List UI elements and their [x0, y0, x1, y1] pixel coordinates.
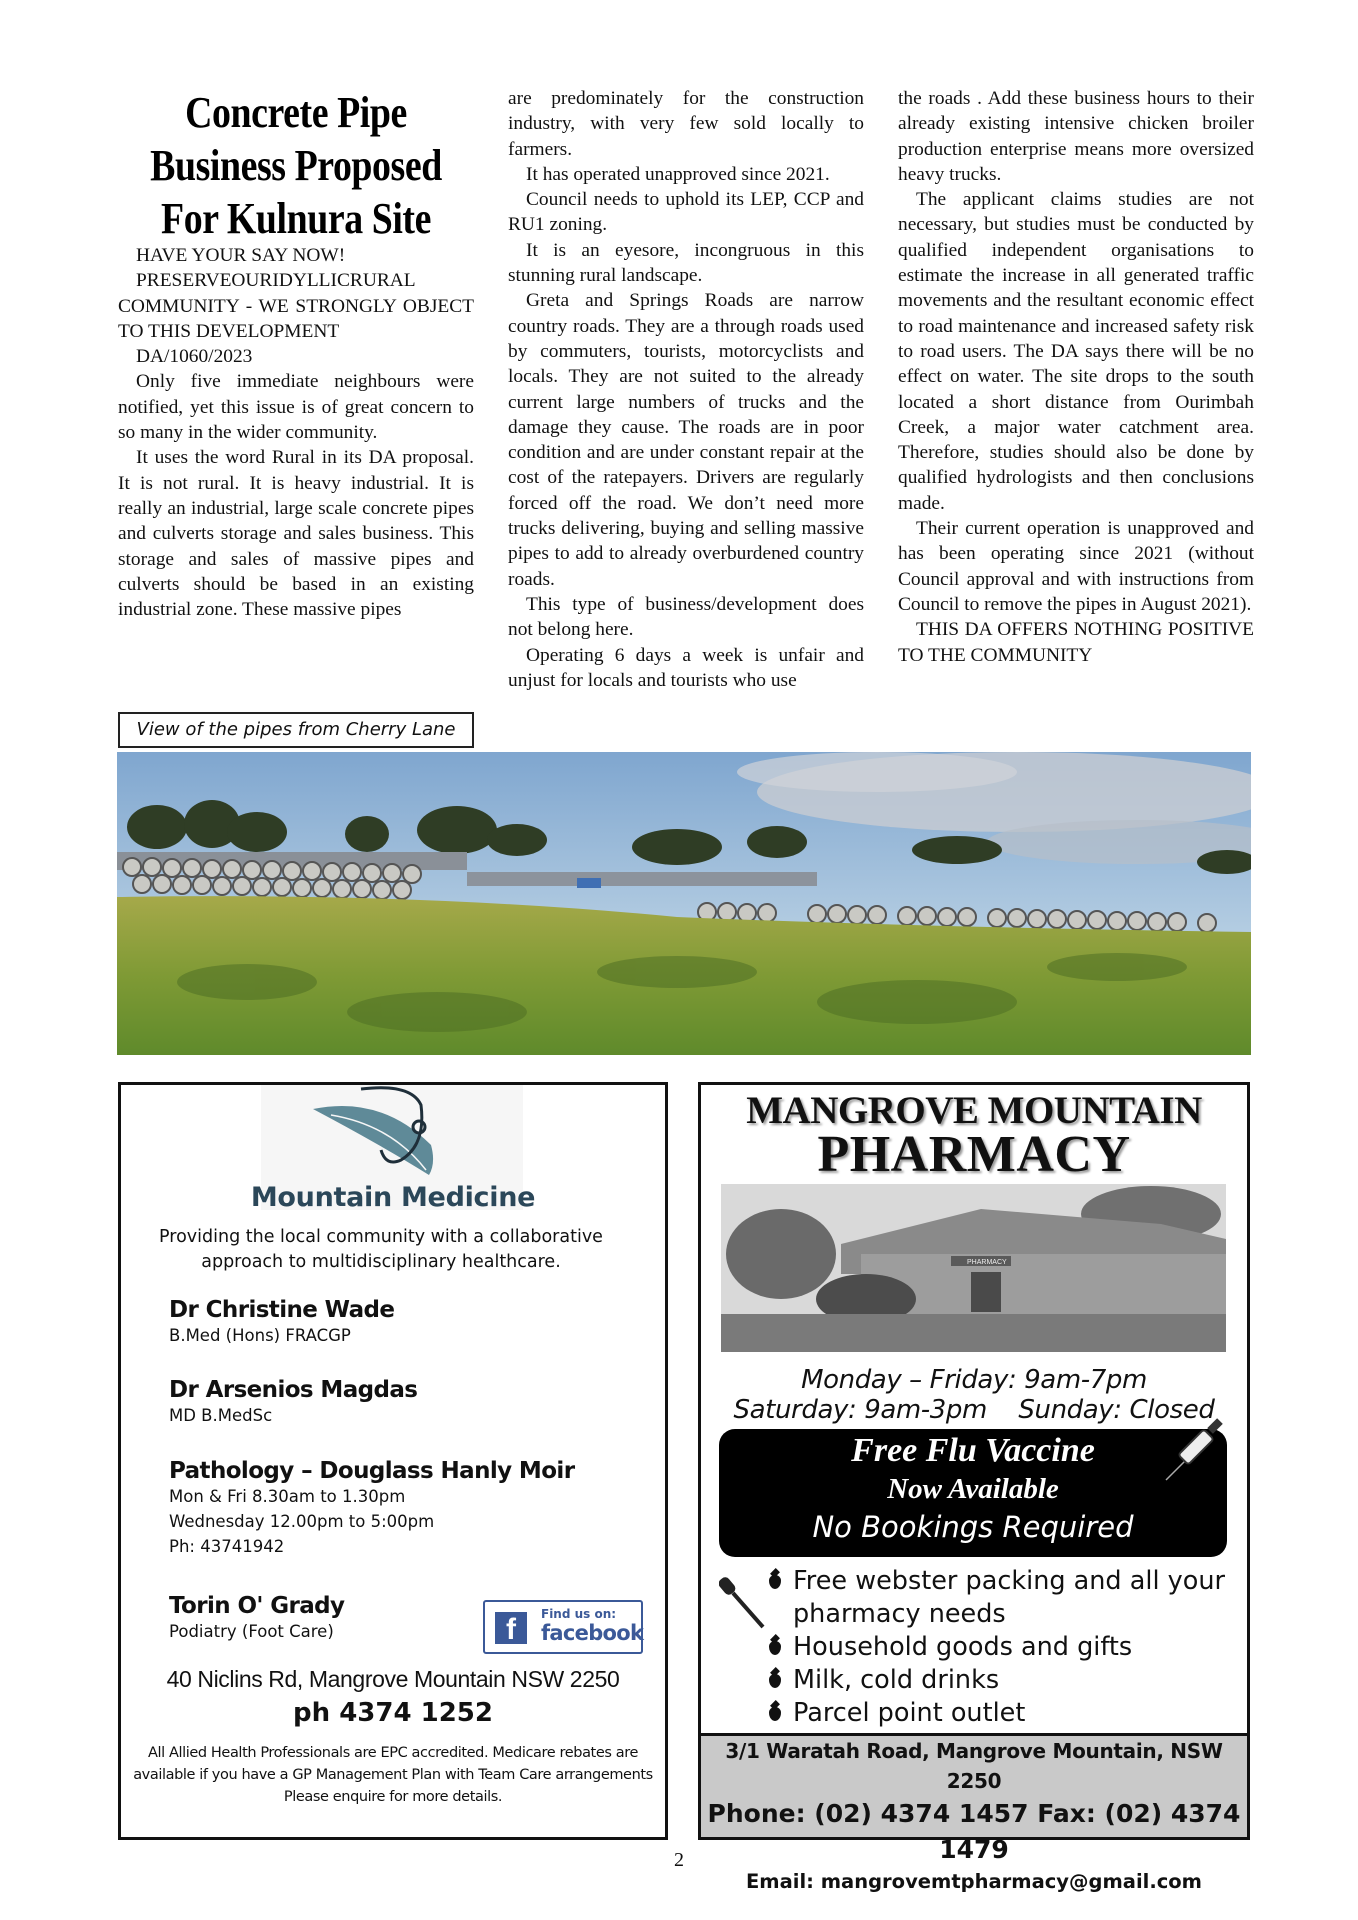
service-text: Free webster packing and all your: [793, 1566, 1225, 1596]
fine-print-line: All Allied Health Professionals are EPC accredited. Medicare rebates are: [148, 1745, 638, 1761]
fine-print-line: Please enquire for more details.: [283, 1789, 503, 1805]
syringe-icon: [1161, 1415, 1231, 1485]
pathology-hours-2: Wednesday 12.00pm to 5:00pm: [169, 1512, 435, 1531]
pipes-landscape-image: [117, 752, 1251, 1055]
brand-name: Mountain Medicine: [250, 1182, 536, 1213]
photo-caption: View of the pipes from Cherry Lane: [118, 712, 474, 748]
dropper-icon: [719, 1573, 769, 1633]
paragraph: It has operated unapproved since 2021.: [526, 163, 830, 185]
service-item-continued: [769, 1598, 1225, 1631]
service-text: Milk, cold drinks: [793, 1665, 1000, 1695]
pharmacy-ad: [698, 1082, 1250, 1893]
paragraph: Greta and Springs Roads are narrow country roads. They are a through roads used by commuters, tourists, motorcyclists and locals. They are not suited to the already current large numbers of trucks and the damage they cause. The roads are in poor condition and are under constant repair at the cost of the ratepayers. Drivers are regularly forced off the road. We don’t need more trucks delivering, buying and selling massive pipes to add to already overburdened country roads.: [508, 290, 864, 590]
facebook-wordmark: facebook: [541, 1621, 644, 1645]
vaccine-title: Free Flu Vaccine: [851, 1432, 1095, 1469]
drop-bullet-icon: [769, 1641, 781, 1655]
practitioner-qualifications: MD B.MedSc: [169, 1406, 273, 1425]
service-item: [769, 1565, 1225, 1598]
headline-line: Business Proposed: [150, 141, 442, 190]
practitioner-entry: [169, 1593, 344, 1644]
headline-line: Concrete Pipe: [185, 88, 407, 137]
facebook-find-us: Find us on:: [541, 1607, 617, 1621]
tagline: Providing the local community with a collaborative approach to multidisciplinary healthcare.: [159, 1227, 603, 1272]
pharmacy-title-line1: MANGROVE MOUNTAIN: [746, 1089, 1202, 1132]
drop-bullet-icon: [769, 1707, 781, 1721]
practitioner-specialty: Podiatry (Foot Care): [169, 1622, 334, 1641]
storefront-image: [721, 1184, 1226, 1352]
service-item: [769, 1631, 1225, 1664]
drop-bullet-icon: [769, 1575, 781, 1589]
paragraph: HAVE YOUR SAY NOW!: [136, 245, 346, 266]
clinic-phone: ph 4374 1252: [293, 1698, 493, 1728]
service-text: Household goods and gifts: [793, 1632, 1133, 1662]
paragraph: This type of business/development does not belong here.: [508, 593, 864, 641]
practitioner-entry: [169, 1377, 417, 1428]
headline-line: For Kulnura Site: [161, 194, 431, 243]
pharmacy-email: Email: mangrovemtpharmacy@gmail.com: [745, 1870, 1202, 1893]
paragraph: DA/1060/2023: [136, 346, 253, 368]
service-item: [769, 1697, 1225, 1730]
article-column-2: [508, 86, 864, 693]
practitioner-qualifications: B.Med (Hons) FRACGP: [169, 1326, 351, 1345]
service-text: pharmacy needs: [793, 1599, 1006, 1629]
storefront-photo: [721, 1184, 1226, 1352]
paragraph: Operating 6 days a week is unfair and unjust for locals and tourists who use: [508, 644, 864, 691]
paragraph: THIS DA OFFERS NOTHING POSITIVE TO THE COMMUNITY: [898, 619, 1254, 666]
paragraph: Council needs to uphold its LEP, CCP and RU1 zoning.: [508, 189, 864, 236]
pharmacy-title-line2: PHARMACY: [817, 1126, 1131, 1183]
pharmacy-address: 3/1 Waratah Road, Mangrove Mountain, NSW 2250: [725, 1739, 1223, 1793]
pathology-name: Pathology – Douglass Hanly Moir: [169, 1458, 575, 1484]
pharmacy-contact-band: [701, 1733, 1247, 1893]
leaf-stethoscope-icon: [261, 1085, 523, 1185]
drop-bullet-icon: [769, 1674, 781, 1688]
page-number: 2: [674, 1849, 684, 1871]
practitioner-name: Dr Christine Wade: [169, 1297, 395, 1323]
headline: [143, 86, 449, 245]
fine-print: [129, 1742, 657, 1808]
practitioner-entry: [169, 1297, 394, 1348]
vaccine-note: No Bookings Required: [812, 1510, 1134, 1544]
hours-weekend: Saturday: 9am-3pm Sunday: Closed: [733, 1395, 1215, 1425]
store-sign: PHARMACY: [967, 1259, 1007, 1266]
fine-print-line: available if you have a GP Management Plan with Team Care arrangements: [133, 1767, 653, 1783]
service-item: [769, 1664, 1225, 1697]
practitioner-name: Dr Arsenios Magdas: [169, 1377, 418, 1403]
paragraph: It uses the word Rural in its DA proposal. It is not rural. It is heavy industrial. It is really an industrial, large scale concrete pipes and culverts storage and sales business. This storage and sales of massive pipes and culverts should be based in an existing industrial zone. These massive pipes: [118, 447, 474, 621]
paragraph: the roads . Add these business hours to their already existing intensive chicken broiler production enterprise means more oversized heavy trucks.: [898, 88, 1254, 185]
paragraph: Only five immediate neighbours were notified, yet this issue is of great concern to so many in the wider community.: [118, 371, 474, 444]
flu-vaccine-banner: [719, 1429, 1227, 1557]
paragraph: Their current operation is unapproved and has been operating since 2021 (without Council approval and with instructions from Council to remove the pipes in August 2021).: [898, 518, 1254, 615]
pharmacy-phone-fax: Phone: (02) 4374 1457 Fax: (02) 4374 1479: [707, 1799, 1241, 1864]
services-list: [769, 1565, 1225, 1730]
paragraph: PRESERVEOURIDYLLICRURAL COMMUNITY - WE STRONGLY OBJECT TO THIS DEVELOPMENT: [118, 270, 474, 342]
pathology-entry: [169, 1458, 574, 1559]
paragraph: It is an eyesore, incongruous in this stunning rural landscape.: [508, 239, 864, 287]
vaccine-subtitle: Now Available: [887, 1473, 1059, 1505]
mountain-medicine-ad: [118, 1082, 668, 1840]
paragraph: The applicant claims studies are not necessary, but studies must be conducted by qualified independent organisations to estimate the increase in all generated traffic movements and the resultant economic effect to road maintenance and increased safety risk to road users. The DA says there will be no effect on water. The site drops to the south located a short distance from Ourimbah Creek, a major water catchment area. Therefore, studies should also be done by qualified hydrologists and then conclusions made.: [898, 189, 1254, 514]
article-column-1: [118, 86, 474, 622]
hours-weekdays: Monday – Friday: 9am-7pm: [801, 1365, 1147, 1395]
article-photo: [117, 752, 1251, 1055]
pathology-hours-1: Mon & Fri 8.30am to 1.30pm: [169, 1487, 406, 1506]
service-text: Parcel point outlet: [793, 1698, 1026, 1728]
clinic-address: 40 Niclins Rd, Mangrove Mountain NSW 2250: [166, 1666, 620, 1692]
pathology-phone: Ph: 43741942: [169, 1537, 285, 1556]
paragraph: are predominately for the construction industry, with very few sold locally to farmers.: [508, 88, 864, 160]
facebook-icon: f: [495, 1612, 527, 1644]
practitioner-name: Torin O' Grady: [169, 1593, 345, 1619]
article-column-3: [898, 86, 1254, 668]
facebook-badge[interactable]: [483, 1600, 643, 1654]
